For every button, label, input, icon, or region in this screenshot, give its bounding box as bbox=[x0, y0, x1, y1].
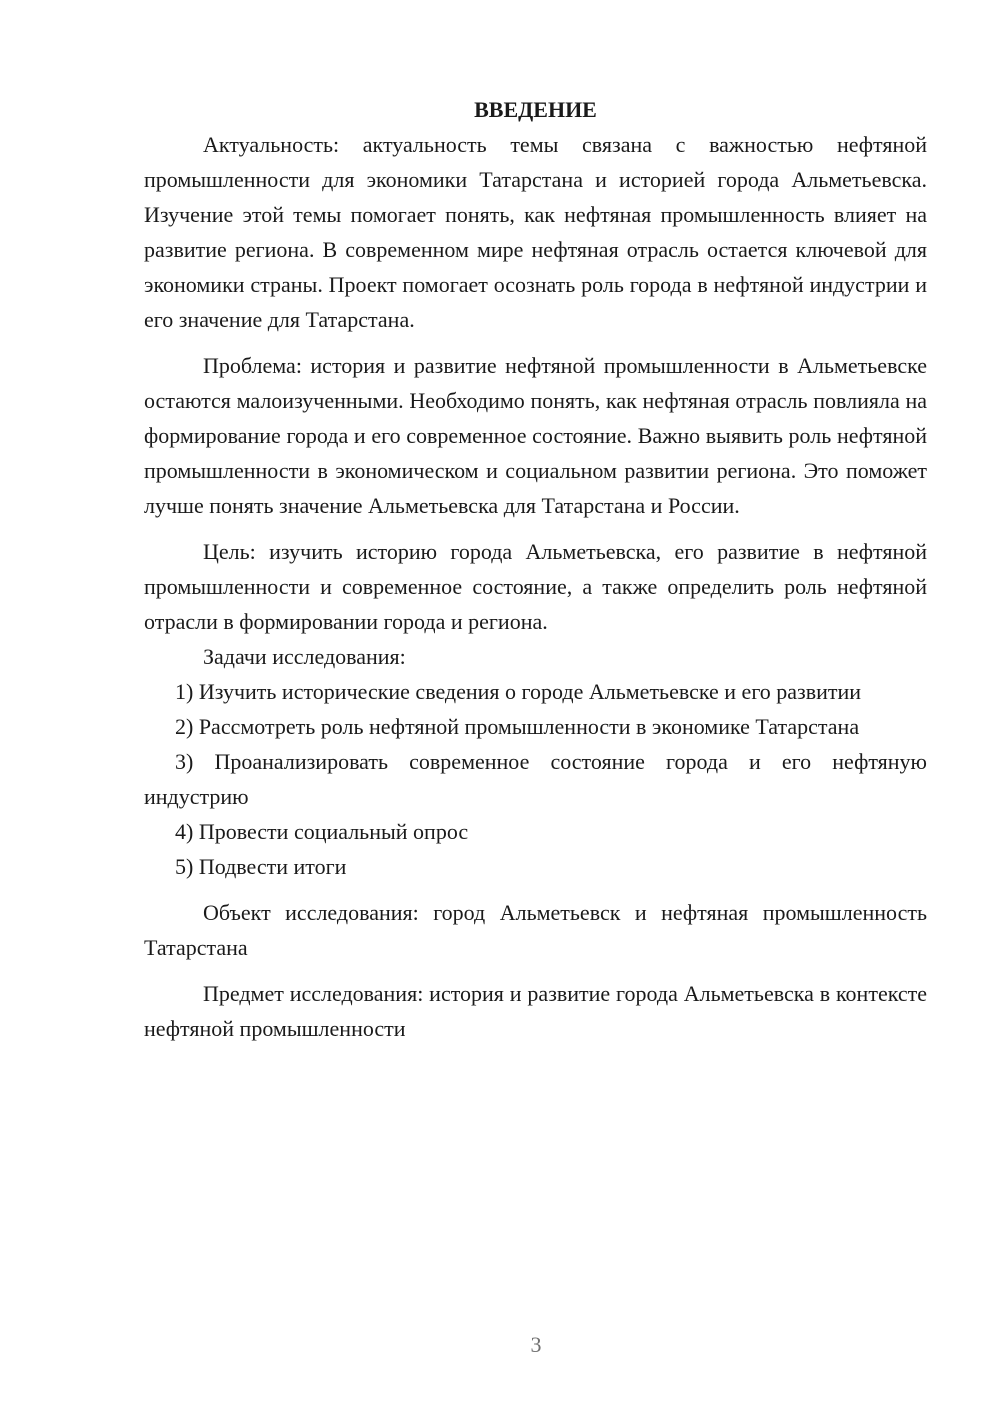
task-item-2: 2) Рассмотреть роль нефтяной промышленности в экономике Татарстана bbox=[175, 714, 860, 739]
task-item-5: 5) Подвести итоги bbox=[175, 854, 347, 879]
relevance-paragraph: Актуальность: актуальность темы связана с важностью нефтяной промышленности для экономики Татарстана и историей города Альметьевска. Изучение этой темы помогает понять, как нефтяная промышленность влияет на развитие региона. В современном мире нефтяная отрасль остается ключевой для экономики страны. Проект помогает осознать роль города в нефтяной индустрии и его значение для Татарстана. bbox=[144, 132, 927, 332]
tasks-heading: Задачи исследования: bbox=[203, 644, 406, 669]
section-heading: ВВЕДЕНИЕ bbox=[474, 97, 597, 122]
goal-paragraph: Цель: изучить историю города Альметьевска, его развитие в нефтяной промышленности и современное состояние, а также определить роль нефтяной отрасли в формировании города и региона. bbox=[144, 539, 927, 634]
page-content bbox=[144, 92, 927, 1046]
task-item-4: 4) Провести социальный опрос bbox=[175, 819, 469, 844]
page-number: 3 bbox=[530, 1332, 542, 1357]
task-item-1: 1) Изучить исторические сведения о городе Альметьевске и его развитии bbox=[175, 679, 862, 704]
subject-paragraph: Предмет исследования: история и развитие города Альметьевска в контексте нефтяной промышленности bbox=[144, 981, 927, 1041]
task-item-3: 3) Проанализировать современное состояние города и его нефтяную индустрию bbox=[144, 749, 927, 809]
object-paragraph: Объект исследования: город Альметьевск и нефтяная промышленность Татарстана bbox=[144, 900, 927, 960]
problem-paragraph: Проблема: история и развитие нефтяной промышленности в Альметьевске остаются малоизученными. Необходимо понять, как нефтяная отрасль повлияла на формирование города и его современное состояние. Важно выявить роль нефтяной промышленности в экономическом и социальном развитии региона. Это поможет лучше понять значение Альметьевска для Татарстана и России. bbox=[144, 353, 927, 518]
